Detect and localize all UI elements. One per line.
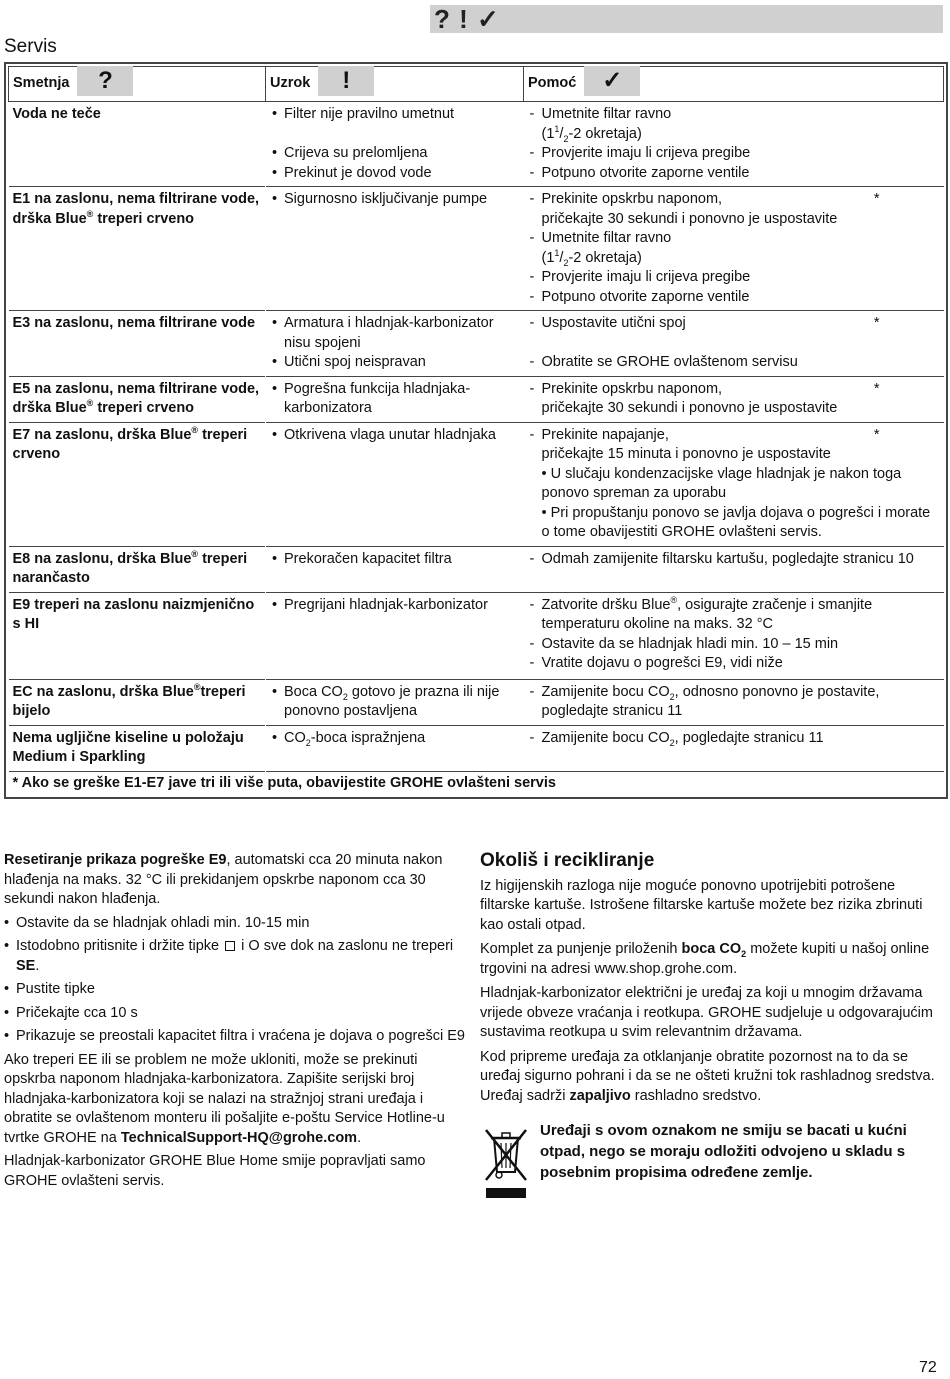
remedy-cell: - Zamijenite bocu $CO_2$, pogledajte stranicu 11 — [524, 725, 944, 771]
weee-text: Uređaji s ovom oznakom ne smiju se bacati u kućni otpad, nego se moraju odložiti odvojeno u skladu s posebnim propisima određene zemlje. — [540, 1122, 907, 1181]
remedy-cell: - Zamijenite bocu $CO_2$, odnosno ponovno je postavite, pogledajte stranicu 11 — [524, 679, 944, 725]
env-paragraph-4: Kod pripreme uređaja za otklanjanje obratite pozornost na to da se uređaj sigurno pohrani i da se ne ošteti kružni tok rashladnog sredstva. Uređaj sadrži zapaljivo rashladno sredstvo. — [480, 1048, 935, 1104]
cause-cell: • $CO_2$-boca ispražnjena — [266, 725, 524, 771]
cause-cell: • Boca $CO_2$ gotovo je prazna ili nije ponovno postavljena — [266, 679, 524, 725]
table-row — [9, 546, 944, 592]
remedy-cell: - Uspostavite utični spoj * - Obratite se GROHE ovlaštenom servisu — [524, 311, 944, 377]
fault-cell: E8 na zaslonu, drška Blue® treperi narančasto — [9, 546, 266, 592]
list-item: • Ostavite da se hladnjak ohladi min. 10-15 min — [4, 914, 466, 934]
cause-cell: • Pogrešna funkcija hladnjaka-karbonizatora — [266, 376, 524, 422]
cause-cell: • Filter nije pravilno umetnut • Crijeva su prelomljena • Prekinut je dovod vode — [266, 102, 524, 187]
table-row — [9, 725, 944, 771]
fault-cell: E1 na zaslonu, nema filtrirane vode, drška Blue® treperi crveno — [9, 187, 266, 311]
checkmark-icon: ✓ — [584, 66, 640, 96]
environment-title: Okoliš i recikliranje — [480, 850, 655, 871]
fault-cell: E5 na zaslonu, nema filtrirane vode, drška Blue® treperi crveno — [9, 376, 266, 422]
cause-cell: • Prekoračen kapacitet filtra — [266, 546, 524, 592]
list-item: • Pričekajte cca 10 s — [4, 1004, 466, 1024]
crossed-bin-icon — [482, 1124, 530, 1200]
reset-instructions — [4, 851, 466, 1195]
cause-cell: • Otkrivena vlaga unutar hladnjaka — [266, 422, 524, 546]
fault-cell: Nema ugljične kiseline u položaju Medium i Sparkling — [9, 725, 266, 771]
table-footnote: * Ako se greške E1-E7 jave tri ili više puta, obavijestite GROHE ovlašteni servis — [9, 771, 944, 795]
square-button-icon — [225, 941, 235, 951]
list-item: • Istodobno pritisnite i držite tipke i O sve dok na zaslonu ne treperi SE. — [4, 937, 466, 976]
env-paragraph-3: Hladnjak-karbonizator električni je uređaj za koji u mnogim državama vrijede obveze vraćanja i reotkupa. GROHE sudjeluje u odgovarajućim sustavima reotkupa u svim relevantnim državama. — [480, 985, 933, 1040]
fault-cell: E3 na zaslonu, nema filtrirane vode — [9, 311, 266, 377]
repair-paragraph: Hladnjak-karbonizator GROHE Blue Home smije popravljati samo GROHE ovlašteni servis. — [4, 1153, 426, 1189]
support-email: TechnicalSupport-HQ@grohe.com — [120, 1129, 358, 1146]
table-row — [9, 592, 944, 679]
remedy-cell: - Prekinite opskrbu naponom, * pričekajte 30 sekundi i ponovno je uspostavite - Umetnite filtar ravno ($1^1/_2-2$ okretaja) - Provjerite imaju li crijeva pregibe - Potpuno otvorite zaporne ventile — [524, 187, 944, 311]
env-paragraph-1: Iz higijenskih razloga nije moguće ponovno upotrijebiti potrošene filtarske kartuše. Istrošene filtarske kartuše možete bez rizika zbrinuti kao ostali otpad. — [480, 877, 923, 933]
table-footnote-row — [9, 771, 944, 795]
question-icon: ? — [77, 66, 133, 96]
header-icon-bar — [430, 5, 943, 33]
env-paragraph-2: Komplet za punjenje priloženih boca $CO_2$ možete kupiti u našoj online trgovini na adresi www.shop.grohe.com. — [480, 941, 930, 977]
cause-cell: • Armatura i hladnjak-karbonizator nisu spojeni • Utični spoj neispravan — [266, 311, 524, 377]
remedy-cell: - Odmah zamijenite filtarsku kartušu, pogledajte stranicu 10 — [524, 546, 944, 592]
reset-paragraph: Resetiranje prikaza pogreške E9, automatski cca 20 minuta nakon hlađenja na maks. 32 °C ili prekidanjem opskrbe naponom cca 30 sekundi nakon hlađenja. — [4, 852, 443, 907]
remedy-cell: - Zatvorite dršku Blue®, osigurajte zračenje i smanjite temperaturu okoline na maks. 32 °C - Ostavite da se hladnjak hladi min. 10 – 15 min - Vratite dojavu o pogrešci E9, vidi niže — [524, 592, 944, 679]
remedy-cell: - Umetnite filtar ravno ($1^1/_2-2$ okretaja) - Provjerite imaju li crijeva pregibe - Potpuno otvorite zaporne ventile — [524, 102, 944, 187]
table-row — [9, 679, 944, 725]
service-paragraph: Ako treperi EE ili se problem ne može ukloniti, može se prekinuti opskrba naponom hladnjaka-karbonizatora. Zapišite serijski broj hladnjaka-karbonizatora koji se nalazi na stražnjoj strani uređaja i obratite se ovlaštenom monteru ili pošaljite e-poštu Service Hotline-u tvrtke GROHE na TechnicalSupport-HQ@grohe.com. — [4, 1051, 445, 1146]
fault-cell: E9 treperi na zaslonu naizmjenično s HI — [9, 592, 266, 679]
exclamation-icon: ! — [318, 66, 374, 96]
header-icons: ? ! ✓ — [434, 4, 500, 34]
list-item: • Pustite tipke — [4, 980, 466, 1000]
header-fault: Smetnja ? — [9, 67, 266, 102]
remedy-cell: - Prekinite opskrbu naponom, * pričekajte 30 sekundi i ponovno je uspostavite — [524, 376, 944, 422]
section-title: Servis — [4, 36, 57, 57]
table-row — [9, 376, 944, 422]
table-row — [9, 102, 944, 187]
remedy-cell: - Prekinite napajanje, * pričekajte 15 minuta i ponovno je uspostavite • U slučaju kondenzacijske vlage hladnjak je nakon toga ponovo spreman za uporabu • Pri propuštanju ponovo se javlja dojava o pogrešci i morate o tome obavijestiti GROHE ovlašteni servis. — [524, 422, 944, 546]
table-row — [9, 311, 944, 377]
fault-cell: Voda ne teče — [9, 102, 266, 187]
page-number: 72 — [919, 1359, 937, 1376]
environment-section — [480, 851, 942, 1111]
troubleshooting-table — [4, 62, 948, 799]
list-item: • Prikazuje se preostali kapacitet filtra i vraćena je dojava o pogrešci E9 — [4, 1027, 466, 1047]
header-remedy: Pomoć ✓ — [524, 67, 944, 102]
header-cause: Uzrok ! — [266, 67, 524, 102]
table-header-row — [9, 67, 944, 102]
cause-cell: • Pregrijani hladnjak-karbonizator — [266, 592, 524, 679]
fault-cell: EC na zaslonu, drška Blue®treperi bijelo — [9, 679, 266, 725]
cause-cell: • Sigurnosno isključivanje pumpe — [266, 187, 524, 311]
table-row — [9, 422, 944, 546]
table-row — [9, 187, 944, 311]
fault-cell: E7 na zaslonu, drška Blue® treperi crveno — [9, 422, 266, 546]
